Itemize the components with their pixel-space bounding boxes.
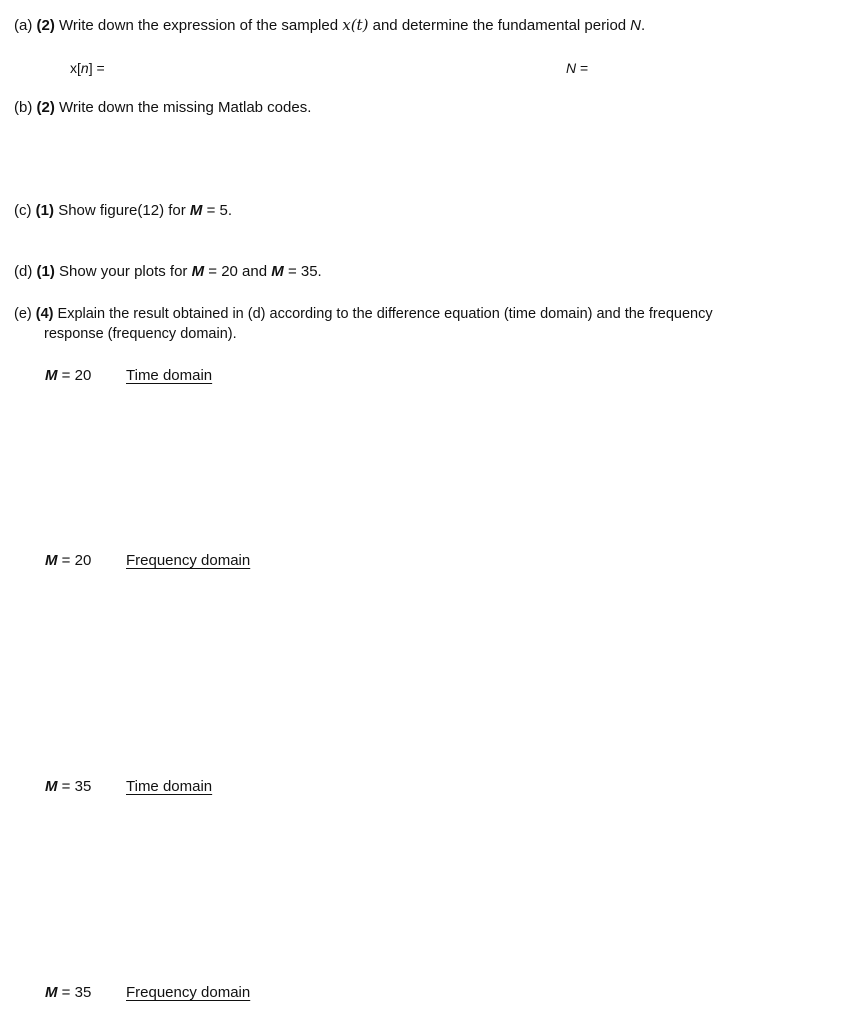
question-e-label: (e)	[14, 306, 32, 322]
question-e-points: (4)	[35, 306, 54, 322]
question-a	[14, 15, 645, 36]
question-d-m2: M	[271, 263, 284, 280]
question-d-points: (1)	[36, 263, 55, 280]
question-c	[14, 201, 232, 221]
answer-heading-m35-frequency	[45, 983, 91, 1003]
answer-heading-m35-time	[45, 777, 91, 797]
question-a-points: (2)	[36, 17, 55, 34]
question-e-line2: response (frequency domain).	[44, 326, 237, 342]
question-b-points: (2)	[36, 99, 55, 116]
answer-m-value: = 20	[61, 367, 92, 384]
answer-domain-heading: Time domain	[126, 778, 213, 795]
n-symbol: N	[566, 60, 577, 76]
question-e-line1: Explain the result obtained in (d) according to the difference equation (time domain) and the frequency	[57, 306, 713, 322]
answer-m-symbol: M	[45, 778, 58, 795]
answer-heading-m20-frequency	[45, 551, 91, 571]
question-c-label: (c)	[14, 202, 32, 219]
xn-var: n	[80, 60, 89, 76]
answer-m-value: = 20	[61, 552, 92, 569]
question-b-label: (b)	[14, 99, 33, 116]
xn-answer-label	[70, 58, 105, 78]
xn-prefix: x[	[70, 60, 81, 76]
question-e-continuation	[44, 324, 237, 344]
question-e	[14, 304, 713, 324]
question-a-signal: x(t)	[342, 16, 369, 34]
question-c-m: M	[189, 202, 203, 219]
question-a-period-symbol: N	[630, 17, 641, 34]
question-b-text: Write down the missing Matlab codes.	[59, 99, 312, 116]
question-d-text: Show your plots for	[59, 263, 188, 280]
question-a-period-end: .	[640, 17, 646, 34]
question-c-text: Show figure(12) for	[58, 202, 186, 219]
answer-m-symbol: M	[45, 552, 58, 569]
question-a-text: Write down the expression of the sampled	[59, 17, 339, 34]
question-d-value2: = 35.	[287, 263, 322, 280]
xn-suffix: ] =	[88, 60, 105, 76]
answer-domain-heading: Frequency domain	[126, 984, 251, 1001]
answer-m-symbol: M	[45, 367, 58, 384]
question-c-points: (1)	[35, 202, 55, 219]
question-d-value1: = 20 and	[208, 263, 268, 280]
question-a-text-2: and determine the fundamental period	[372, 17, 627, 34]
question-a-label: (a)	[14, 17, 33, 34]
question-c-value: = 5.	[206, 202, 233, 219]
answer-m-value: = 35	[61, 778, 92, 795]
answer-m-symbol: M	[45, 984, 58, 1001]
question-d	[14, 262, 322, 282]
n-answer-label	[566, 58, 588, 78]
question-d-m1: M	[191, 263, 205, 280]
question-d-label: (d)	[14, 263, 33, 280]
answer-domain-heading: Time domain	[126, 367, 213, 384]
question-b	[14, 98, 311, 118]
answer-domain-heading: Frequency domain	[126, 552, 251, 569]
n-equals: =	[580, 60, 589, 76]
answer-heading-m20-time	[45, 366, 91, 386]
answer-m-value: = 35	[61, 984, 92, 1001]
